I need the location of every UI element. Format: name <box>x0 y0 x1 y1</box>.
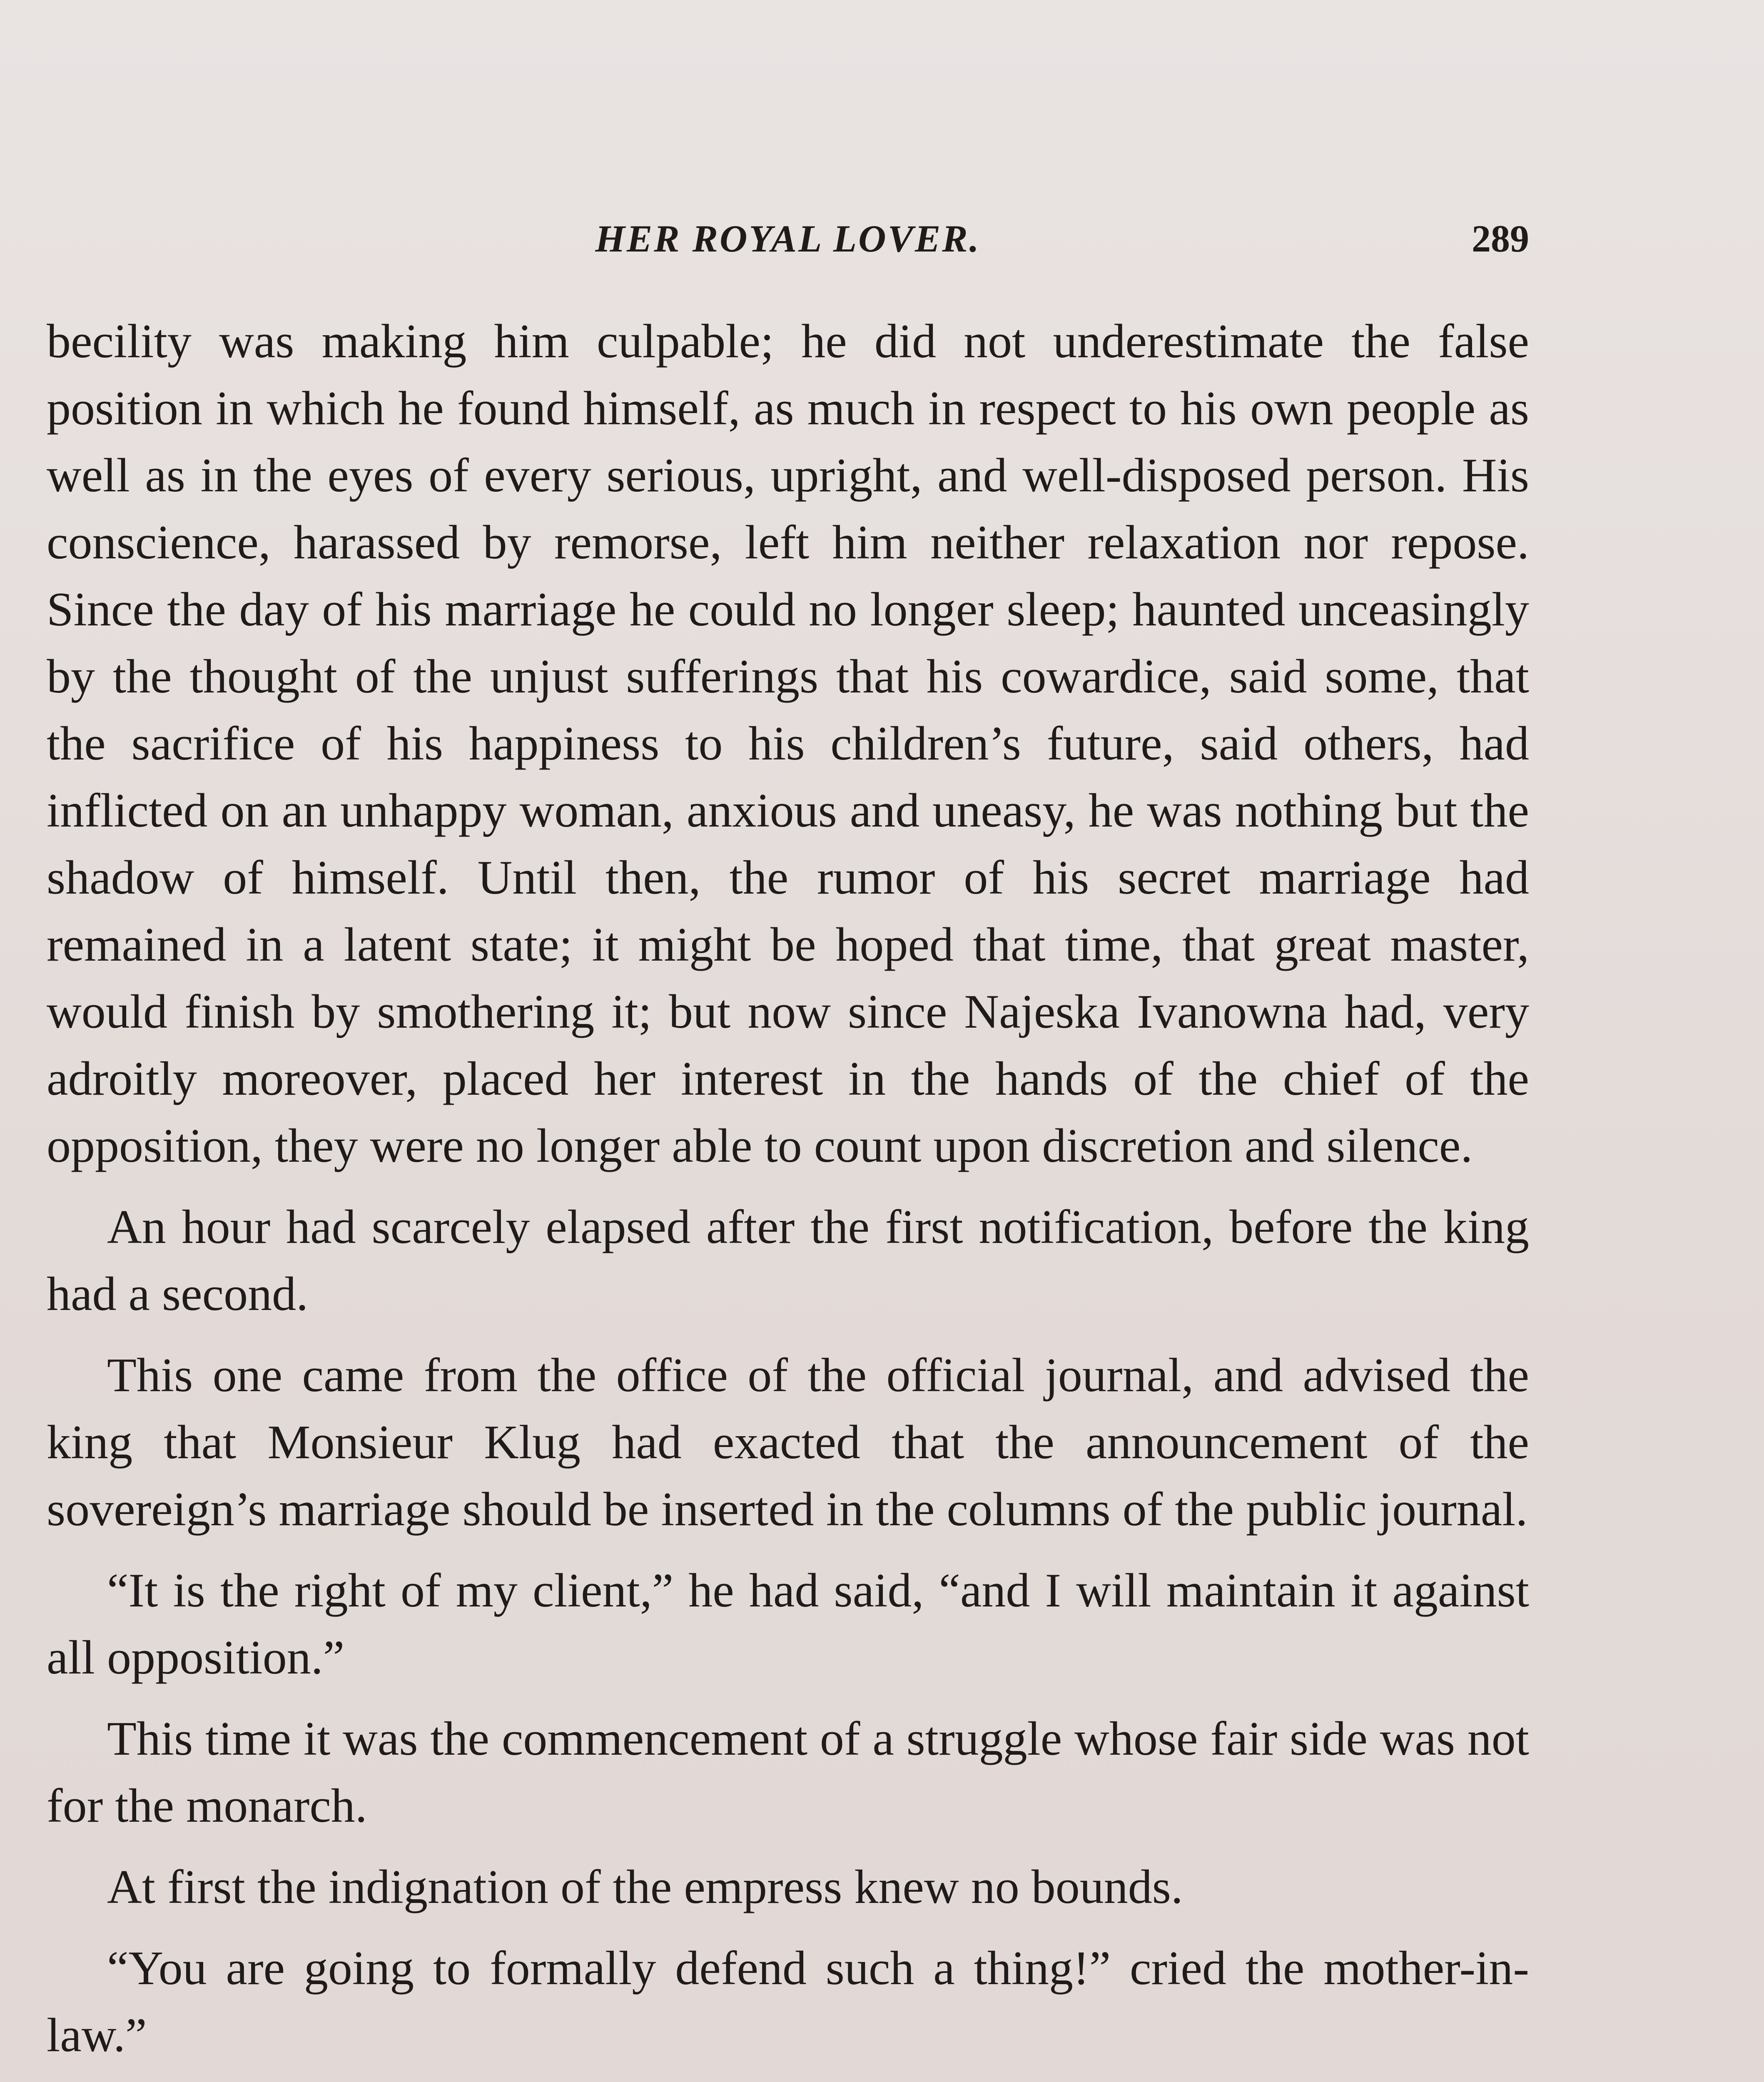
paragraph-6: At first the indignation of the empress knew no bounds. <box>107 1860 1183 1914</box>
paragraph-4: “It is the right of my client,” he had said, “and I will maintain it against all opposition.” <box>47 1564 1529 1684</box>
paragraph-5: This time it was the commencement of a struggle whose fair side was not for the monarch. <box>47 1712 1529 1833</box>
paragraph-3: This one came from the office of the official journal, and advised the king that Monsieur Klug had exacted that the announcement of the sovereign’s marriage should be inserted in the columns of the public journal. <box>47 1349 1529 1536</box>
body-text <box>47 308 1529 2069</box>
page-number: 289 <box>1472 217 1529 260</box>
paragraph-2: An hour had scarcely elapsed after the first notification, before the king had a second. <box>47 1200 1529 1321</box>
paragraph-7: “You are going to formally defend such a thing!” cried the mother-in-law.” <box>47 1942 1529 2062</box>
page-header <box>47 208 1529 262</box>
paragraph-1: becility was making him culpable; he did not underestimate the false position in which he found himself, as much in respect to his own people as well as in the eyes of every serious, upright, and well-disposed person. His conscience, harassed by remorse, left him neither relaxation nor repose. Since the day of his marriage he could no longer sleep; haunted unceasingly by the thought of the unjust sufferings that his cowardice, said some, that the sacrifice of his happiness to his children’s future, said others, had inflicted on an unhappy woman, anxious and uneasy, he was nothing but the shadow of himself. Until then, the rumor of his secret marriage had remained in a latent state; it might be hoped that time, that great master, would finish by smothering it; but now since Najeska Ivanowna had, very adroitly moreover, placed her interest in the hands of the chief of the opposition, they were no longer able to count upon discretion and silence. <box>47 315 1529 1173</box>
running-title: HER ROYAL LOVER. <box>595 217 981 260</box>
